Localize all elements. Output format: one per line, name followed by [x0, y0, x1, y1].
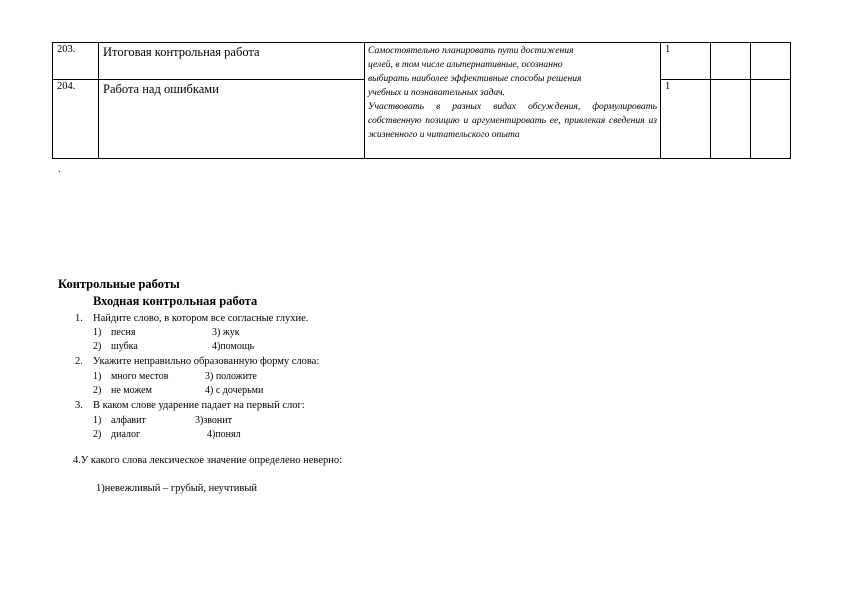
option-a: песня	[111, 327, 136, 338]
stray-dot: .	[58, 164, 61, 175]
empty-cell	[711, 80, 751, 159]
lesson-number: 203.	[53, 43, 99, 80]
uud-line: учебных и познавательных задач.	[368, 87, 506, 98]
option-a: шубка	[111, 341, 138, 352]
lesson-hours: 1	[661, 80, 711, 159]
option-a: не можем	[111, 385, 152, 396]
table-row	[53, 43, 791, 80]
option-number: 2)	[93, 429, 102, 440]
question-text: В каком слове ударение падает на первый слог:	[93, 400, 305, 411]
question-number: 2.	[75, 356, 83, 367]
uud-line: Самостоятельно планировать пути достижения	[368, 45, 574, 56]
uud-cell	[365, 43, 661, 159]
option-a: алфавит	[111, 415, 146, 426]
option-number: 1)	[93, 415, 102, 426]
question-number: 3.	[75, 400, 83, 411]
question-text: Укажите неправильно образованную форму слова:	[93, 356, 320, 367]
empty-cell	[751, 80, 791, 159]
option-a: много местов	[111, 371, 169, 382]
lesson-topic: Итоговая контрольная работа	[99, 43, 365, 80]
option-text: 1)невежливый – грубый, неучтивый	[96, 483, 258, 494]
section-title: Контрольные работы	[58, 277, 180, 291]
option-b: 4) с дочерьми	[205, 385, 264, 396]
empty-cell	[711, 43, 751, 80]
test-title: Входная контрольная работа	[93, 294, 258, 308]
lesson-plan-table	[52, 42, 791, 159]
uud-line: выбирать наиболее эффективные способы решения	[368, 73, 582, 84]
option-b: 4)помощь	[212, 341, 255, 352]
option-number: 2)	[93, 341, 102, 352]
option-b: 3)звонит	[195, 415, 233, 426]
question-text: Найдите слово, в котором все согласные глухие.	[93, 313, 309, 324]
uud-line: целей, в том числе альтернативные, осознанно	[368, 59, 563, 70]
uud-paragraph: Участвовать в разных видах обсуждения, формулировать собственную позицию и аргументировать ее, привлекая сведения из жизненного и читательского опыта	[368, 101, 657, 140]
lesson-topic: Работа над ошибками	[99, 80, 365, 159]
lesson-hours: 1	[661, 43, 711, 80]
question-number: 1.	[75, 313, 83, 324]
option-b: 3) положите	[205, 371, 257, 382]
question-text: 4.У какого слова лексическое значение определено неверно:	[73, 455, 343, 466]
option-number: 1)	[93, 327, 102, 338]
option-b: 3) жук	[212, 327, 240, 338]
option-number: 2)	[93, 385, 102, 396]
option-b: 4)понял	[207, 429, 241, 440]
option-number: 1)	[93, 371, 102, 382]
option-a: диалог	[111, 429, 141, 440]
lesson-number: 204.	[53, 80, 99, 159]
empty-cell	[751, 43, 791, 80]
